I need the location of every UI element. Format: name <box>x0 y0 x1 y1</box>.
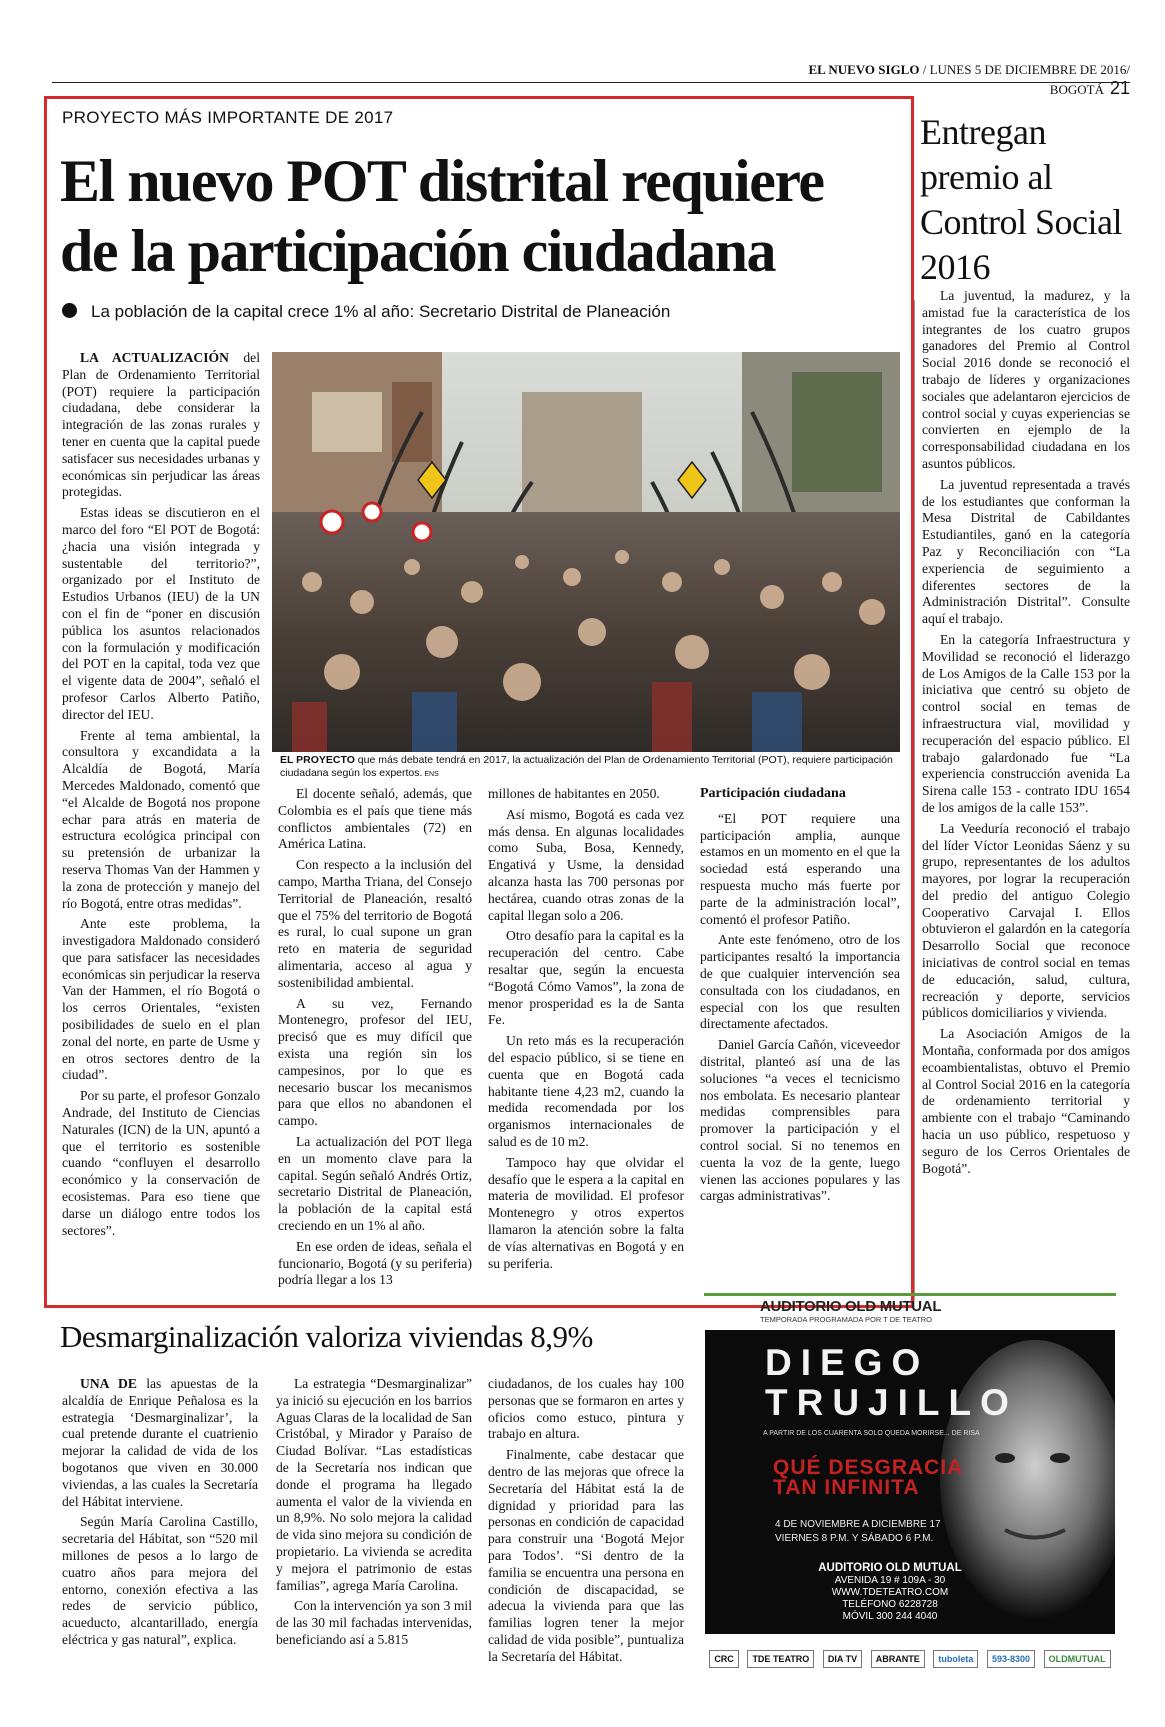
paragraph: Otro desafío para la capital es la recuperación del centro. Cabe resaltar que, según la encuesta “Bogotá Cómo Vamos”, la zona de menor prosperidad es la de Santa Fe. <box>488 928 684 1028</box>
venue-phone: TELÉFONO 6228728 <box>842 1599 938 1610</box>
article-column-3 <box>488 786 684 1276</box>
venue-info <box>805 1562 975 1623</box>
paragraph: La juventud representada a través de los estudiantes que conforman la Mesa Distrital de Cabildantes Estudiantiles, ganó en la categoría Paz y Reconciliación con “La experiencia de seguimiento a diferentes sectores de la Administración Distrital”. Consulte aquí el trabajo. <box>922 476 1130 627</box>
performer-first-name: DIEGO <box>765 1342 930 1383</box>
paragraph: Estas ideas se discutieron en el marco del foro “El POT de Bogotá: ¿hacia una visión integrada y sustentable del territorio?”, organizado por el Instituto de Estudios Urbanos (IEU) de la UN con el fin de “poner en discusión pública los asuntos relacionados con la formulación y modificación del POT en la capital, toda vez que el vigente data de 2004”, señaló el profesor Carlos Alberto Patiño, director del IEU. <box>62 505 260 722</box>
venue-mobile: MÓVIL 300 244 4040 <box>842 1611 938 1622</box>
article-column-2 <box>278 786 472 1293</box>
sponsor-logo: tuboleta <box>933 1650 978 1668</box>
paragraph: Finalmente, cabe destacar que dentro de las mejoras que ofrece la Secretaría del Hábitat está la de dignidad y prioridad para las personas en condición de capacidad para construir una ‘Bogotá Mejor para Todos’. “Si dentro de la familia se encuentra una persona en condición de discapacidad, se adecua la vivienda para que las familias logren tener la mejor calidad de vida posible”, puntualiza la Secretaría del Hábitat. <box>488 1447 684 1664</box>
paragraph: ciudadanos, de los cuales hay 100 personas que se formaron en artes y oficios como estuco, pintura y trabajo en altura. <box>488 1376 684 1442</box>
paragraph: La Veeduría reconoció el trabajo del líder Víctor Leonidas Sáenz y su grupo, representantes de los adultos mayores, por lograr la recuperación del predio del antiguo Colegio Cooperativo Carvajal I. Ellos obtuvieron el galardón en la categoría Desarrollo Social que reconoce iniciativas de control social en temas de educación, salud, cultura, recreación y deporte, servicios públicos domiciliarios y vivienda. <box>922 820 1130 1021</box>
deck-text: La población de la capital crece 1% al año: Secretario Distrital de Planeación <box>91 302 671 321</box>
header-date: / LUNES 5 DE DICIEMBRE DE 2016/ BOGOTÁ <box>919 62 1130 97</box>
paragraph: Con la intervención ya son 3 mil de las 30 mil fachadas intervenidas, beneficiando así a 5.815 <box>276 1598 472 1647</box>
show-title-2: TAN INFINITA <box>773 1476 920 1499</box>
side-headline: Entregan premio al Control Social 2016 <box>920 112 1122 287</box>
venue-website[interactable]: WWW.TDETEATRO.COM <box>831 1587 949 1598</box>
page-number: 21 <box>1109 78 1130 98</box>
show-dates: 4 DE NOVIEMBRE A DICIEMBRE 17 VIERNES 8 P.M. Y SÁBADO 6 P.M. <box>775 1519 941 1544</box>
show-tagline: A PARTIR DE LOS CUARENTA SOLO QUEDA MORIRSE... DE RISA <box>763 1430 980 1437</box>
lead-words: LA ACTUALIZACIÓN <box>80 350 229 365</box>
paragraph: Con respecto a la inclusión del campo, Martha Triana, del Consejo Territorial de Planeación, resaltó que el 75% del territorio de Bogotá es rural, lo cual supone un gran reto en materia de seguridad alimentaria, acceso al agua y sostenibilidad ambiental. <box>278 857 472 990</box>
sponsor-logo: DIA TV <box>823 1650 862 1668</box>
paragraph: La juventud, la madurez, y la amistad fue la característica de los integrantes de los cuatro grupos ganadores del Premio al Control Social 2016 donde se reconoció el trabajo de líderes y organizaciones sociales que adelantaron ejercicios de control social y cuyas experiencias se convierten en ejemplo de la corresponsabilidad ciudadana en los asuntos públicos. <box>922 288 1130 471</box>
caption-lead: EL PROYECTO <box>280 754 355 766</box>
second-headline: Desmarginalización valoriza viviendas 8,9% <box>60 1319 593 1354</box>
ad-banner-subtitle: TEMPORADA PROGRAMADA POR T DE TEATRO <box>760 1315 932 1324</box>
paragraph: Según María Carolina Castillo, secretaria del Hábitat, son “520 mil millones de pesos a lo largo de cuatro años para mejora del entorno, conexión efectiva a las redes de servicio público, acueducto, alcantarillado, energía eléctrica y gas natural”, explica. <box>62 1514 258 1647</box>
sponsor-logos <box>705 1638 1115 1680</box>
crowd-street-image <box>272 352 900 752</box>
paragraph: A su vez, Fernando Montenegro, profesor del IEU, precisó que es muy difícil que exista una región sin los campesinos, por lo que es necesario buscar los mecanismos para que ellos no abandonen el campo. <box>278 995 472 1129</box>
bullet-icon <box>62 303 77 318</box>
article-headline: El nuevo POT distrital requiere de la participación ciudadana <box>60 148 824 284</box>
paragraph: La actualización del POT llega en un momento clave para la capital. Según señaló Andrés Ortiz, secretario Distrital de Planeación, la población de la capital está creciendo en un 1% al año. <box>278 1133 472 1233</box>
paragraph: El docente señaló, además, que Colombia es el país que tiene más conflictos ambientales (72) en América Latina. <box>278 786 472 852</box>
lead-words: UNA DE <box>80 1376 137 1391</box>
paragraph: millones de habitantes en 2050. <box>488 786 660 801</box>
paragraph: Ante este fenómeno, otro de los participantes resaltó la importancia de que cualquier intervención sea consultada con los ciudadanos, en especial con los que resulten directamente afectados. <box>700 932 900 1032</box>
paragraph: Por su parte, el profesor Gonzalo Andrade, del Instituto de Ciencias Naturales (ICN) de la UN, apuntó a que el territorio es sostenible cuando “confluyen el desarrollo económico y la conservación de ecosistemas. Para eso tiene que darse un diálogo entre todos los sectores”. <box>62 1088 260 1238</box>
paragraph: LA ACTUALIZACIÓN del Plan de Ordenamiento Territorial (POT) requiere la participación ciudadana, debe considerar la integración de las zonas rurales y tener en cuenta que la capital puede satisfacer sus necesidades urbanas y económicas sin perjudicar las áreas protegidas. <box>62 350 260 500</box>
theater-advertisement[interactable] <box>705 1330 1115 1634</box>
sponsor-logo: CRC <box>709 1650 739 1668</box>
ad-banner-title: AUDITORIO OLD MUTUAL <box>760 1298 942 1315</box>
paragraph: Frente al tema ambiental, la consultora y excandidata a la Alcaldía de Bogotá, María Mercedes Maldonado, comentó que “el Alcalde de Bogotá nos propone echar para atrás en materia de estructura ecológica principal con su pretensión de urbanizar la reserva Thomas Van der Hammen y la zona de protección y manejo del río Bogotá, entre otras medidas”. <box>62 727 260 911</box>
second-column-1 <box>62 1376 258 1653</box>
paragraph: En la categoría Infraestructura y Movilidad se reconoció el liderazgo de Los Amigos de la Calle 153 por la iniciativa que centró su objeto de control social en temas de infraestructura vial, movilidad y recuperación del espacio público. El trabajo galardonado fue “La experiencia construcción avenida La Sirena calle 153 - contrato IDU 1654 de los amigos de la calle 153”. <box>922 631 1130 815</box>
paragraph: “El POT requiere una participación amplia, aunque estamos en un momento en el que la sociedad está esperando una respuesta mucho más fuerte por parte de la administración local”, comentó el profesor Patiño. <box>700 810 900 927</box>
show-title: QUÉ DESGRACIA <box>773 1456 964 1479</box>
sponsor-logo: 593-8300 <box>987 1650 1035 1668</box>
photo-caption: EL PROYECTO que más debate tendrá en 2017, la actualización del Plan de Ordenamiento Territorial (POT), requiere participación ciudadana según los expertos. ENS <box>280 754 893 779</box>
paragraph: La Asociación Amigos de la Montaña, conformada por dos amigos ecoambientalistas, obtuvo el Premio al Control Social 2016 en la categoría de ordenamiento territorial y ambiente con el trabajo “Caminando hacia un uso público, respetuoso y seguro de los Cerros Orientales de Bogotá”. <box>922 1026 1130 1176</box>
header-rule <box>52 82 1130 83</box>
paragraph: Daniel García Cañón, viceveedor distrital, planteó así una de las soluciones “a veces el tecnicismo nos embolata. Es necesario plantear medidas comprensibles para promover la participación y el control social. Si no tenemos en cuenta la voz de la gente, luego vienen las acciones populares y las cargas administrativas”. <box>700 1037 900 1204</box>
sponsor-logo: TDE TEATRO <box>747 1650 814 1668</box>
page-header <box>800 62 1130 99</box>
publication-name: EL NUEVO SIGLO <box>808 62 920 77</box>
performer-last-name: TRUJILLO <box>765 1382 1018 1423</box>
sponsor-logo: ABRANTE <box>871 1650 925 1668</box>
venue-address: AVENIDA 19 # 109A - 30 <box>834 1575 946 1586</box>
article-photo <box>272 352 900 752</box>
paragraph: Así mismo, Bogotá es cada vez más densa. En algunas localidades como Suba, Bosa, Kennedy, Engativá y Usme, la densidad alcanza hasta las 700 personas por hectárea, cuando otras zonas de la capital llegan solo a 206. <box>488 806 684 923</box>
article-deck <box>62 302 670 322</box>
article-column-1 <box>62 350 260 1243</box>
venue-name: AUDITORIO OLD MUTUAL <box>818 1562 962 1574</box>
side-article-body <box>922 288 1130 1181</box>
sponsor-logo: OLDMUTUAL <box>1044 1650 1111 1668</box>
paragraph: En ese orden de ideas, señala el funcionario, Bogotá (y su periferia) podría llegar a los 13 <box>278 1238 472 1288</box>
paragraph: Ante este problema, la investigadora Maldonado consideró que para satisfacer las necesidades económicas sin perjudicar la reserva Van der Hammen, el río Bogotá o los cerros Orientales, “existen posibilidades de suelo en el plan zonal del norte, en parte de Usme y en otros sectores dentro de la ciudad”. <box>62 916 260 1083</box>
article-column-4 <box>700 786 900 1209</box>
paragraph: Tampoco hay que olvidar el desafío que le espera a la capital en materia de movilidad. El profesor Montenegro y otros expertos llamaron la atención sobre la falta de vías alternativas en Bogotá y en su periferia. <box>488 1154 684 1271</box>
photo-credit: ENS <box>422 771 439 778</box>
section-subhead: Participación ciudadana <box>700 786 846 801</box>
article-kicker: PROYECTO MÁS IMPORTANTE DE 2017 <box>62 108 394 127</box>
paragraph: La estrategia “Desmarginalizar” ya inició su ejecución en los barrios Aguas Claras de la localidad de San Cristóbal, y Mirador y Paraíso de Ciudad Bolívar. “Las estadísticas de la Secretaría nos indican que donde el programa ha llegado aumenta el valor de la vivienda en un 8,9%. No solo mejora la calidad de vida sino mejora su condición de propietario. La vivienda se acredita y mejora el patrimonio de estas familias”, agrega María Carolina. <box>276 1376 472 1593</box>
paragraph: Un reto más es la recuperación del espacio público, si se tiene en cuenta que en Bogotá cada habitante tiene 4,23 m2, cuando la medida recomendada por los organismos internacionales de salud es de 10 m2. <box>488 1033 684 1149</box>
second-column-3 <box>488 1376 684 1670</box>
ad-banner-rule <box>704 1293 1116 1296</box>
paragraph: UNA DE las apuestas de la alcaldía de Enrique Peñalosa es la estrategia ‘Desmarginalizar’, la cual pretende durante el cuatrienio mejorar la calidad de vida de los bogotanos que viven en 30.000 viviendas, a las cuales la Secretaría del Hábitat interviene. <box>62 1376 259 1509</box>
ad-banner <box>760 1298 1090 1324</box>
second-column-2 <box>276 1376 472 1653</box>
column-divider <box>914 300 915 1300</box>
